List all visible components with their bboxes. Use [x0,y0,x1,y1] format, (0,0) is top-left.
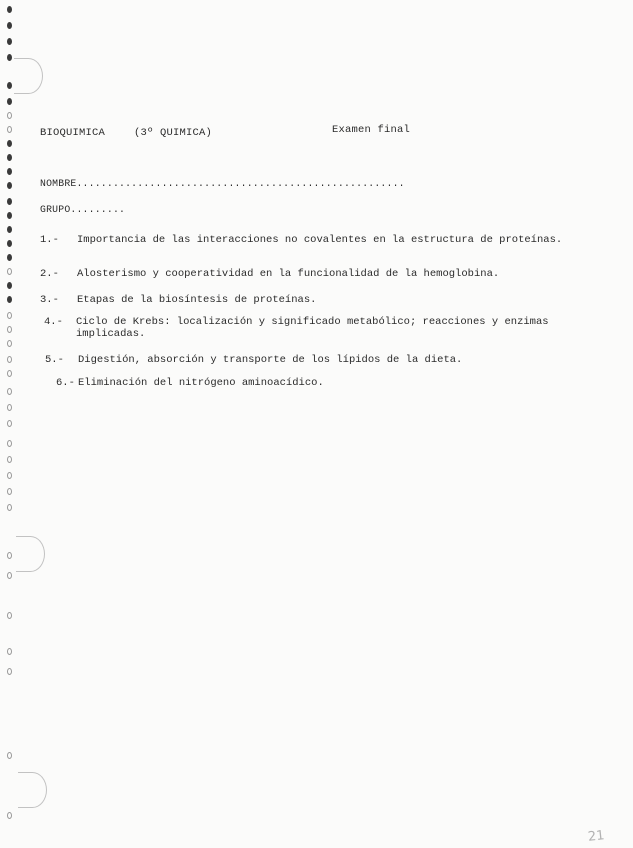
binder-hole [7,456,12,463]
binder-hole [7,340,12,347]
binder-hole [7,182,12,189]
subject-title: BIOQUIMICA [40,127,106,139]
question-text: Digestión, absorción y transporte de los lípidos de la dieta. [78,354,463,366]
group-field: GRUPO......... [40,204,126,215]
question-text: Importancia de las interacciones no covalentes en la estructura de proteínas. [77,234,563,246]
question-number: 1.- [40,234,59,246]
binder-hole [7,82,12,89]
binder-hole [7,6,12,13]
binder-hole [7,388,12,395]
binder-hole [7,54,12,61]
question-number: 4.- [44,316,63,328]
binder-hole [7,154,12,161]
binder-hole [7,226,12,233]
question-text: Etapas de la biosíntesis de proteínas. [77,294,317,306]
exam-header [40,124,600,141]
binder-hole [7,38,12,45]
binder-hole [7,112,12,119]
binder-hole [7,420,12,427]
binder-hole [7,268,12,275]
question-number: 3.- [40,294,59,306]
binder-hole [7,488,12,495]
binder-hole [7,668,12,675]
binder-hole [7,126,12,133]
binder-hole [7,240,12,247]
binder-hole [7,404,12,411]
binder-hole [7,198,12,205]
question-text: Alosterismo y cooperatividad en la funcionalidad de la hemoglobina. [77,268,500,280]
question-number: 5.- [45,354,64,366]
binder-hole [7,472,12,479]
binder-hole [7,296,12,303]
binder-hole [7,282,12,289]
binder-mark [16,536,45,572]
binder-hole [7,312,12,319]
binder-holes [0,0,20,848]
binder-hole [7,504,12,511]
binder-hole [7,326,12,333]
binder-hole [7,812,12,819]
binder-hole [7,356,12,363]
binder-hole [7,254,12,261]
name-field: NOMBRE...................................................... [40,178,405,189]
question-text: Ciclo de Krebs: localización y significado metabólico; reacciones y enzimas implicadas. [76,316,549,340]
binder-hole [7,370,12,377]
binder-hole [7,552,12,559]
exam-title: Examen final [332,124,411,136]
page-number: 21 [587,828,606,845]
binder-hole [7,612,12,619]
course-label: (3º QUIMICA) [134,127,213,139]
binder-hole [7,22,12,29]
binder-hole [7,752,12,759]
binder-hole [7,440,12,447]
binder-mark [14,58,43,94]
binder-hole [7,168,12,175]
binder-hole [7,98,12,105]
binder-hole [7,572,12,579]
question-number: 2.- [40,268,59,280]
binder-hole [7,212,12,219]
binder-hole [7,140,12,147]
question-text: Eliminación del nitrógeno aminoacídico. [78,377,324,389]
binder-mark [18,772,47,808]
question-number: 6.- [56,377,75,389]
binder-hole [7,648,12,655]
